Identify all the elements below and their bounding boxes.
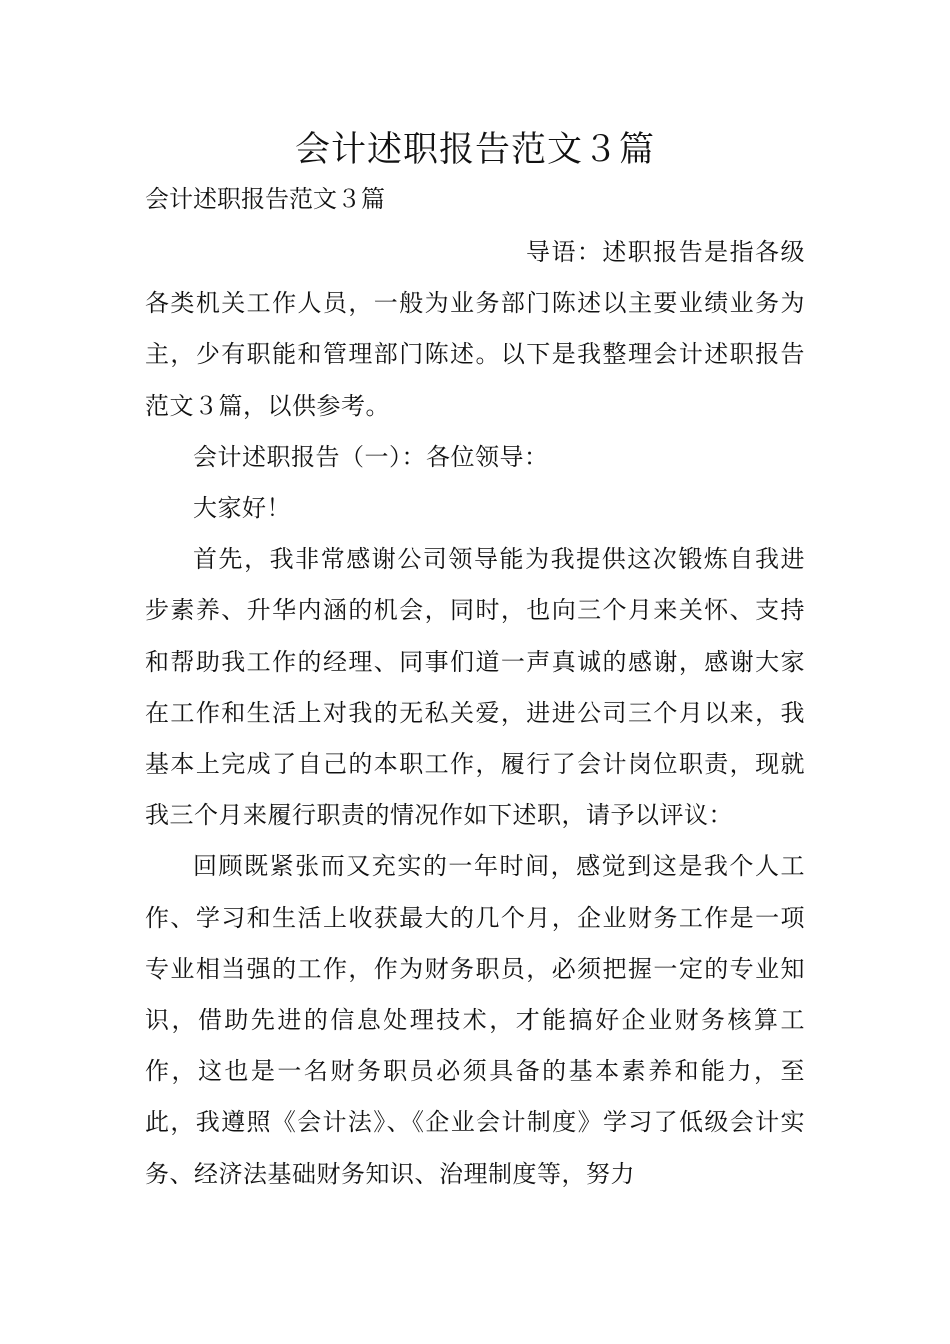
- report-heading-paragraph: 会计述职报告（一）：各位领导：: [193, 442, 549, 471]
- body-paragraph: 回顾既紧张而又充实的一年时间，感觉到这是我个人工作、学习和生活上收获最大的几个月，企业财务工作是一项专业相当强的工作，作为财务职员，必须把握一定的专业知识，借助先进的信息处理技术，才能搞好企业财务核算工作，这也是一名财务职员必须具备的基本素养和能力，至此，我遵照《会计法》、《企业会计制度》学习了低级会计实务、经济法基础财务知识、治理制度等，努力: [145, 852, 805, 1188]
- document-subtitle: 会计述职报告范文３篇: [145, 185, 385, 213]
- body-paragraph: 首先，我非常感谢公司领导能为我提供这次锻炼自我进步素养、升华内涵的机会，同时，也向三个月来关怀、支持和帮助我工作的经理、同事们道一声真诚的感谢，感谢大家在工作和生活上对我的无私关爱，进进公司三个月以来，我基本上完成了自己的本职工作，履行了会计岗位职责，现就我三个月来履行职责的情况作如下述职，请予以评议：: [145, 545, 805, 830]
- greeting-paragraph: 大家好！: [193, 494, 291, 523]
- intro-paragraph: 导语：述职报告是指各级各类机关工作人员，一般为业务部门陈述以主要业绩业务为主，少有职能和管理部门陈述。以下是我整理会计述职报告范文３篇，以供参考。: [145, 238, 805, 420]
- document-title: 会计述职报告范文３篇: [294, 130, 655, 170]
- document-body: [145, 227, 805, 1200]
